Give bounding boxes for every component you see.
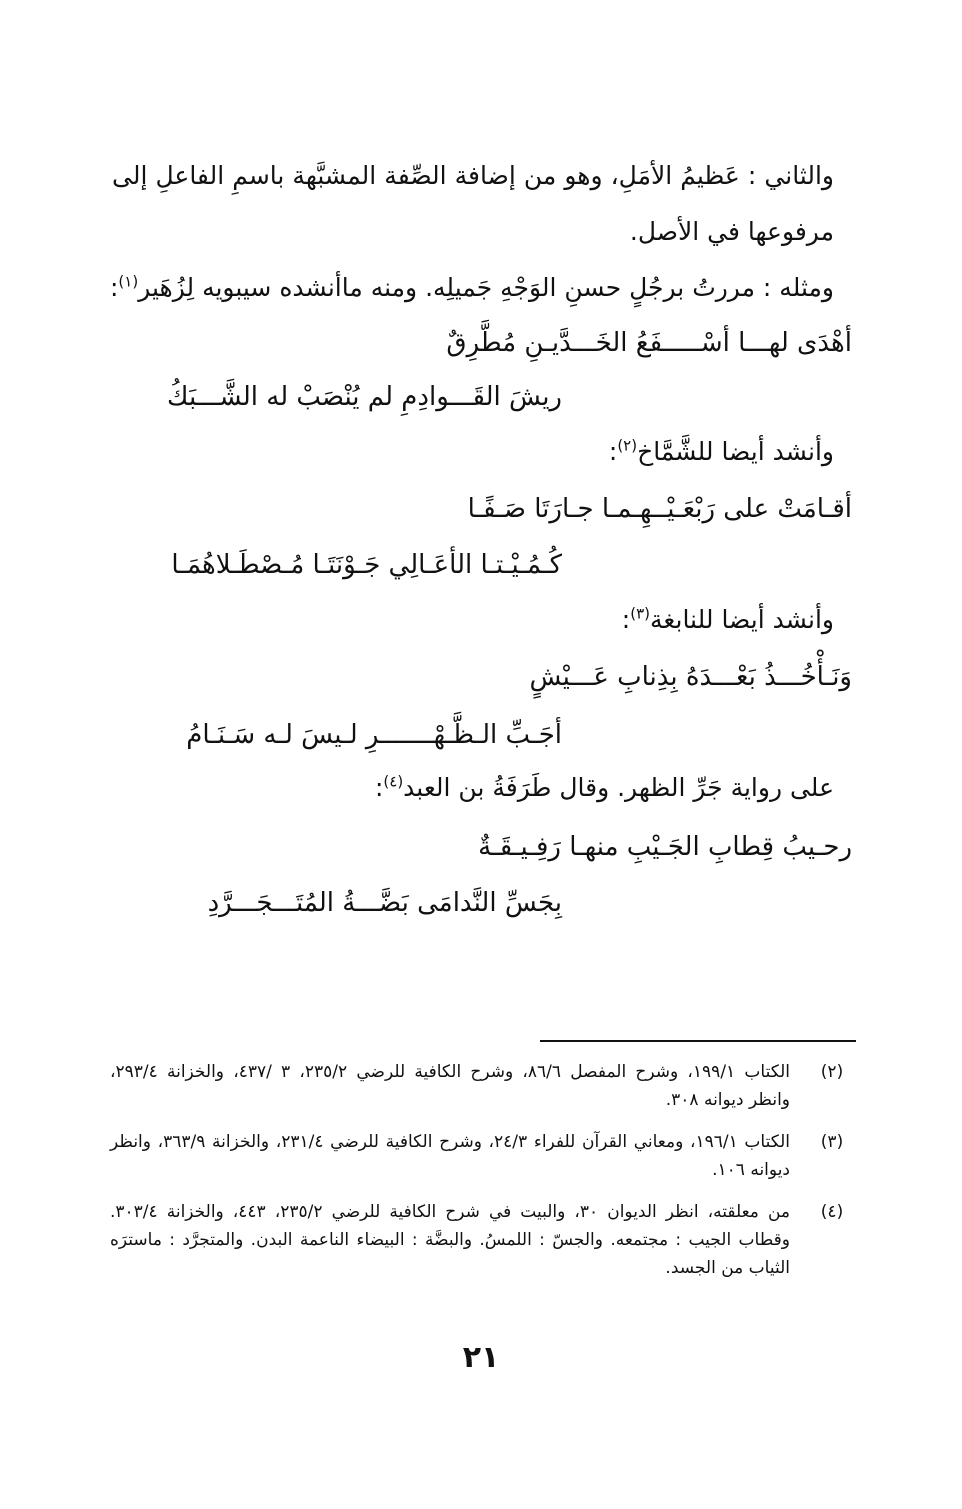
verse-hemistich: أهْدَى لهـــا أسْـــــفَعُ الخَـــدَّيـنِ مُطَّرِقٌ	[446, 328, 852, 358]
footnote	[110, 1058, 852, 1114]
verse-hemistich: رحـيبُ قِطابِ الجَـيْبِ منهـا رَفِـيـقَـةٌ	[478, 832, 852, 862]
footnote-text: الكتاب ١٩٦/١، ومعاني القرآن للفراء ٢٤/٣، وشرح الكافية للرضي ٢٣١/٤، والخزانة ٣٦٣/٩، وانظر ديوانه ١٠٦.	[110, 1132, 790, 1180]
paragraph-line: والثاني : عَظيمُ الأمَلِ، وهو من إضافة الصِّفة المشبَّهة باسمِ الفاعلِ إلى	[112, 161, 834, 190]
footnote-separator	[540, 1040, 856, 1042]
verse-introduction	[609, 436, 834, 468]
verse-hemistich: ريشَ القَـــوادِمِ لم يُنْصَبْ له الشَّـــبَكُ	[167, 382, 562, 412]
footnote-reference: (٤)	[383, 772, 404, 791]
paragraph-text: ومثله : مررتُ برجُلٍ حسنِ الوَجْهِ جَميلِه. ومنه ماأنشده سيبويه لِزُهَير	[138, 273, 834, 302]
paragraph-line: مرفوعها في الأصل.	[629, 217, 834, 246]
verse-hemistich: أقـامَتْ على رَبْعَـيْــهِـمـا جـارَتَا صَـفًـا	[467, 494, 852, 524]
footnote-number: (٤)	[820, 1202, 844, 1222]
verse-hemistich: بِجَسِّ النَّدامَى بَضَّـــةُ المُتَـــجَـــرَّدِ	[207, 888, 562, 918]
colon: :	[608, 437, 618, 466]
verse-hemistich: وَنَـأْخُـــذُ بَعْـــدَهُ بِذِنابِ عَـــيْشٍ	[529, 662, 852, 692]
footnote-text: الكتاب ١٩٩/١، وشرح المفصل ٨٦/٦، وشرح الكافية للرضي ٢٣٥/٢، ٣ /٤٣٧، والخزانة ٢٩٣/٤، وانظر ديوانه ٣٠٨.	[110, 1062, 790, 1110]
footnote-reference: (٣)	[630, 604, 651, 623]
verse-introduction	[375, 772, 834, 804]
footnote	[110, 1198, 852, 1282]
colon: :	[621, 605, 631, 634]
verse-introduction	[622, 604, 834, 636]
footnote-number: (٣)	[820, 1132, 844, 1152]
paragraph-text: وأنشد أيضا للشَّمَّاخ	[637, 437, 834, 466]
footnote	[110, 1128, 852, 1184]
paragraph-text: وأنشد أيضا للنابغة	[650, 605, 834, 634]
colon: :	[374, 773, 384, 802]
footnote-reference: (١)	[118, 272, 139, 291]
page-number: ٢١	[462, 1340, 500, 1375]
colon: :	[109, 273, 119, 302]
footnote-number: (٢)	[820, 1062, 844, 1082]
verse-hemistich: كُـمُـيْـتـا الأعَـالِي جَـوْنَتَـا مُـصْطَـلاهُمَـا	[171, 550, 562, 580]
footnote-reference: (٢)	[617, 436, 638, 455]
paragraph-line	[110, 272, 834, 304]
verse-hemistich: أجَـبِّ الـظَّـهْـــــــرِ لـيسَ لـه سَـنَـامُ	[186, 720, 562, 750]
paragraph-text: على رواية جَرِّ الظهر. وقال طَرَفَةُ بن العبد	[403, 773, 834, 802]
footnote-text: من معلقته، انظر الديوان ٣٠، والبيت في شرح الكافية للرضي ٢٣٥/٢، ٤٤٣، والخزانة ٣٠٣/٤. وقطاب الجيب : مجتمعه. والجسّ : اللمسُ. والبضَّة : البيضاء الناعمة البدن. والمتجرَّد : ماسترَه الثياب من الجسد.	[110, 1202, 790, 1278]
